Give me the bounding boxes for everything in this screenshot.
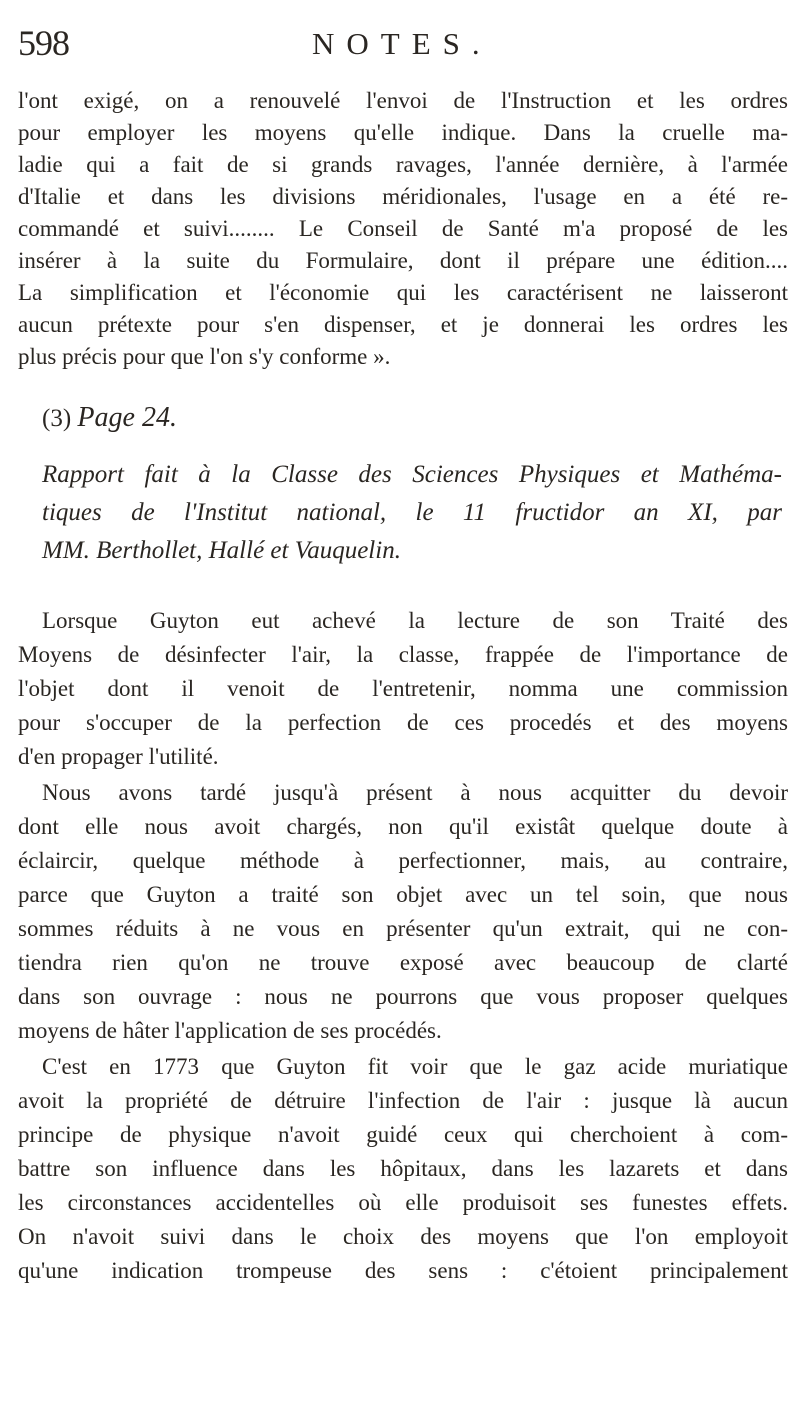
text-line: éclaircir, quelque méthode à perfectionner, mais, au contraire, — [18, 848, 788, 873]
text-line: battre son influence dans les hôpitaux, dans les lazarets et dans — [18, 1156, 788, 1181]
text-line: insérer à la suite du Formulaire, dont il prépare une édition.... — [18, 248, 788, 273]
text-line: Lorsque Guyton eut achevé la lecture de son Traité des — [42, 608, 788, 633]
text-line: dans son ouvrage : nous ne pourrons que vous proposer quelques — [18, 984, 788, 1009]
text-line: On n'avoit suivi dans le choix des moyens que l'on employoit — [18, 1224, 788, 1249]
text-line: La simplification et l'économie qui les caractérisent ne laisseront — [18, 280, 788, 305]
text-line: d'Italie et dans les divisions méridionales, l'usage en a été re- — [18, 184, 788, 209]
running-title: NOTES. — [312, 26, 492, 61]
text-line: Nous avons tardé jusqu'à présent à nous acquitter du devoir — [42, 780, 788, 805]
section-number: (3) — [42, 405, 72, 432]
text-line: pour employer les moyens qu'elle indique. Dans la cruelle ma- — [18, 120, 788, 145]
text-line: qu'une indication trompeuse des sens : c'étoient principalement — [18, 1258, 788, 1283]
page-number: 598 — [18, 23, 69, 63]
text-line: avoit la propriété de détruire l'infection de l'air : jusque là aucun — [18, 1088, 788, 1113]
text-line: pour s'occuper de la perfection de ces procedés et des moyens — [18, 710, 788, 735]
text-line: tiendra rien qu'on ne trouve exposé avec beaucoup de clarté — [18, 950, 788, 975]
text-line: moyens de hâter l'application de ses procédés. — [18, 1018, 442, 1043]
text-line: aucun prétexte pour s'en dispenser, et je donnerai les ordres les — [18, 312, 788, 337]
text-line: d'en propager l'utilité. — [18, 744, 219, 769]
text-line: Moyens de désinfecter l'air, la classe, frappée de l'importance de — [18, 642, 788, 667]
text-line: ladie qui a fait de si grands ravages, l'année dernière, à l'armée — [18, 152, 788, 177]
rapport-title-line: Rapport fait à la Classe des Sciences Physiques et Mathéma- — [42, 461, 782, 488]
rapport-title-line: tiques de l'Institut national, le 11 fructidor an XI, par — [42, 499, 782, 526]
text-line: les circonstances accidentelles où elle produisoit ses funestes effets. — [18, 1190, 788, 1215]
text-line: commandé et suivi........ Le Conseil de Santé m'a proposé de les — [18, 216, 788, 241]
section-page-ref: Page 24. — [77, 402, 177, 433]
text-line: parce que Guyton a traité son objet avec un tel soin, que nous — [18, 882, 788, 907]
running-head — [18, 22, 518, 62]
rapport-title-line: MM. Berthollet, Hallé et Vauquelin. — [42, 537, 401, 564]
text-line: l'ont exigé, on a renouvelé l'envoi de l'Instruction et les ordres — [18, 88, 788, 113]
text-line: plus précis pour que l'on s'y conforme ». — [18, 344, 391, 369]
text-line: l'objet dont il venoit de l'entretenir, nomma une commission — [18, 676, 788, 701]
text-line: C'est en 1773 que Guyton fit voir que le gaz acide muriatique — [42, 1054, 788, 1079]
text-line: sommes réduits à ne vous en présenter qu'un extrait, qui ne con- — [18, 916, 788, 941]
text-line: principe de physique n'avoit guidé ceux qui cherchoient à com- — [18, 1122, 788, 1147]
text-line: dont elle nous avoit chargés, non qu'il existât quelque doute à — [18, 814, 788, 839]
section-heading — [42, 402, 177, 434]
